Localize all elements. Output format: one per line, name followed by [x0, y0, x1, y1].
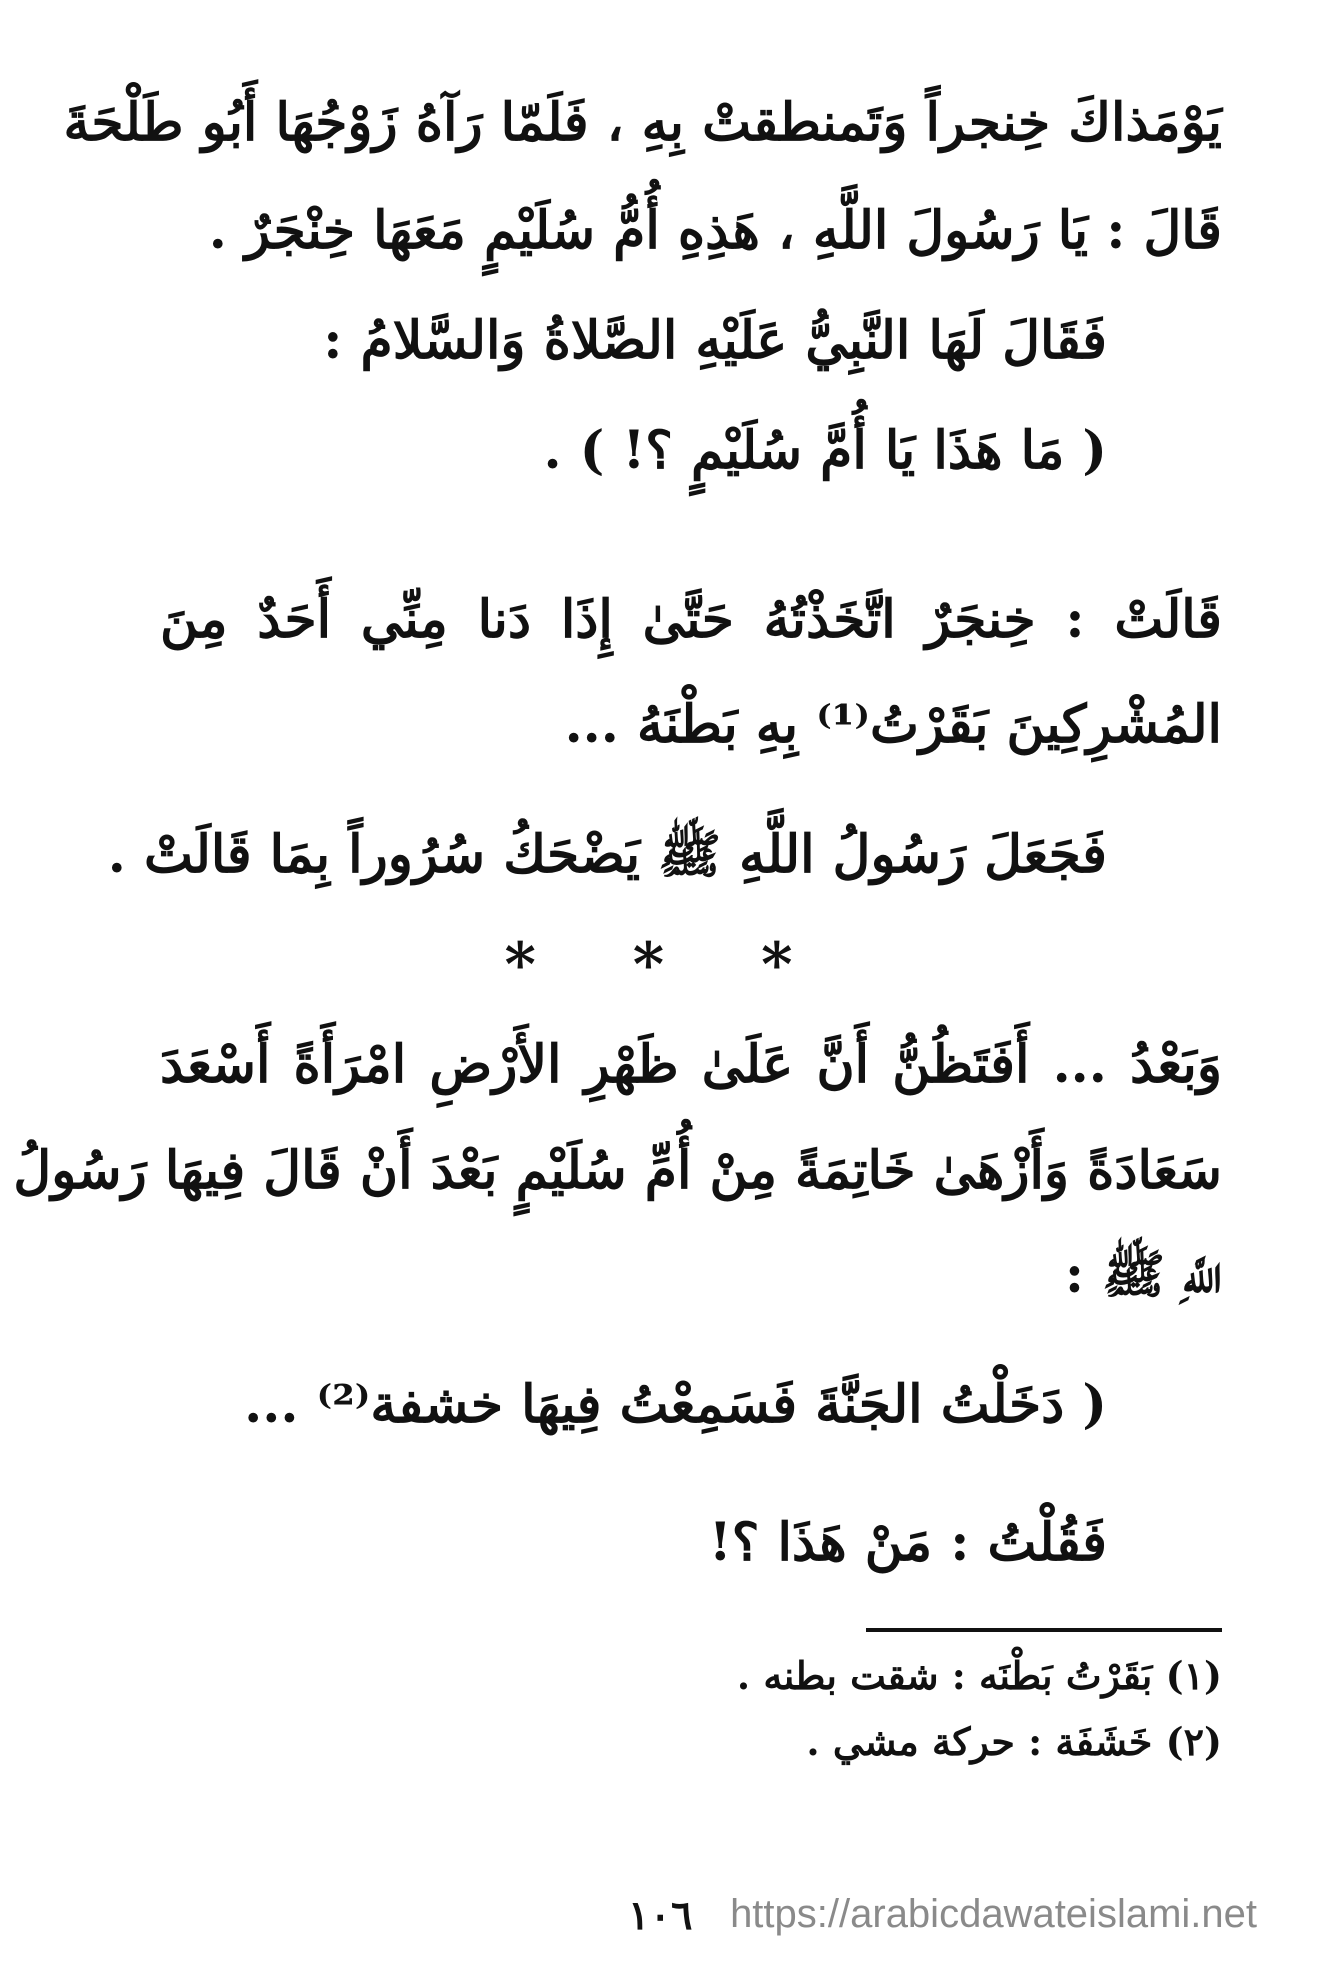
footnote-divider [866, 1628, 1222, 1632]
text-line-1: يَوْمَذاكَ خِنجراً وَتَمنطقتْ بِهِ ، فَلَمّا رَآهُ زَوْجُهَا أَبُو طَلْحَةَ [63, 92, 1222, 153]
text-line-2: قَالَ : يَا رَسُولَ اللَّهِ ، هَذِهِ أُمُّ سُلَيْمٍ مَعَهَا خِنْجَرٌ . [208, 200, 1222, 261]
text-line-9: سَعَادَةً وَأَزْهَىٰ خَاتِمَةً مِنْ أُمِّ سُلَيْمٍ بَعْدَ أَنْ قَالَ فِيهَا رَسُولُ [13, 1140, 1222, 1201]
text-line-10: اللَّهِ ﷺ : [1064, 1244, 1222, 1305]
text-line-11: ( دَخَلْتُ الجَنَّةَ فَسَمِعْتُ فِيهَا خشفة⁽²⁾ ... [244, 1374, 1107, 1435]
footnote-1: (١) بَقَرْتُ بَطْنَه : شقت بطنه . [736, 1653, 1222, 1698]
text-line-7: فَجَعَلَ رَسُولُ اللَّهِ ﷺ يَضْحَكُ سُرُوراً بِمَا قَالَتْ . [107, 824, 1107, 885]
footnote-2: (٢) خَشَفَة : حركة مشي . [806, 1719, 1222, 1764]
text-line-3: فَقَالَ لَهَا النَّبِيُّ عَلَيْهِ الصَّلاةُ وَالسَّلامُ : [323, 310, 1107, 371]
text-line-5: قَالَتْ : خِنجَرٌ اتَّخَذْتُهُ حَتَّىٰ إِذَا دَنا مِنِّي أَحَدٌ مِنَ [160, 589, 1222, 650]
watermark-url: https://arabicdawateislami.net [730, 1892, 1257, 1936]
section-separator: * * * [504, 930, 831, 1000]
text-line-4: ( مَا هَذَا يَا أُمَّ سُلَيْمٍ ؟! ) . [543, 420, 1107, 481]
text-line-8: وَبَعْدُ ... أَفَتَظُنُّ أَنَّ عَلَىٰ ظَهْرِ الأَرْضِ امْرَأَةً أَسْعَدَ [160, 1034, 1222, 1095]
text-line-12: فَقُلْتُ : مَنْ هَذَا ؟! [708, 1512, 1107, 1573]
page-number: ١٠٦ [628, 1892, 693, 1939]
text-line-6: المُشْرِكِينَ بَقَرْتُ⁽¹⁾ بِهِ بَطْنَهُ ... [564, 694, 1222, 755]
